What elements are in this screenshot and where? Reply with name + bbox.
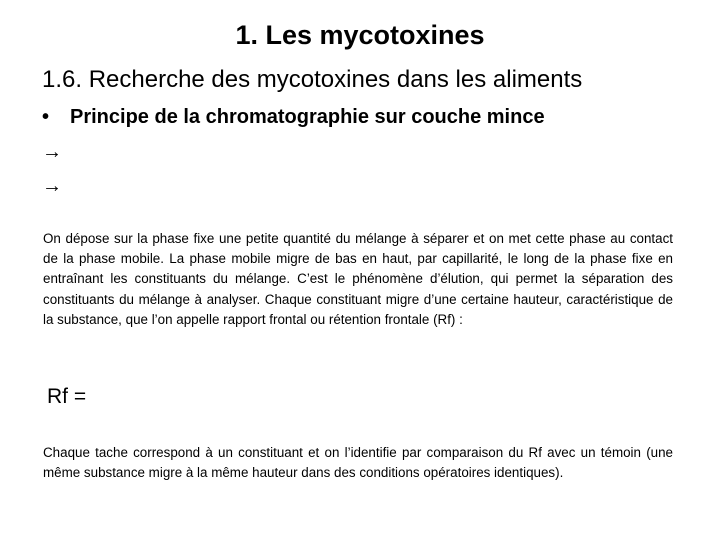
arrow-right-icon: → [42,175,62,197]
arrow-right-icon: → [42,141,62,163]
bullet-dot-icon: • [42,106,50,128]
bullet-text: Principe de la chromatographie sur couche mince [70,106,545,128]
bullet-item [42,106,545,129]
section-subtitle: 1.6. Recherche des mycotoxines dans les aliments [42,66,583,93]
paragraph-identification: Chaque tache correspond à un constituant et on l’identifie par comparaison du Rf avec un témoin (une même substance migre à la même hauteur dans des conditions opératoires identiques). [43,445,673,481]
paragraph-principle: On dépose sur la phase fixe une petite quantité du mélange à séparer et on met cette phase au contact de la phase mobile. La phase mobile migre de bas en haut, par capillarité, le long de la phase fixe en entraînant les constituants du mélange. C’est le phénomène d’élution, qui permet la séparation des constituants du mélange à analyser. Chaque constituant migre d’une certaine hauteur, caractéristique de la substance, que l’on appelle rapport frontal ou rétention frontale (Rf) : [43,231,673,327]
slide-title: 1. Les mycotoxines [235,20,485,50]
rf-formula: Rf = [47,385,87,408]
